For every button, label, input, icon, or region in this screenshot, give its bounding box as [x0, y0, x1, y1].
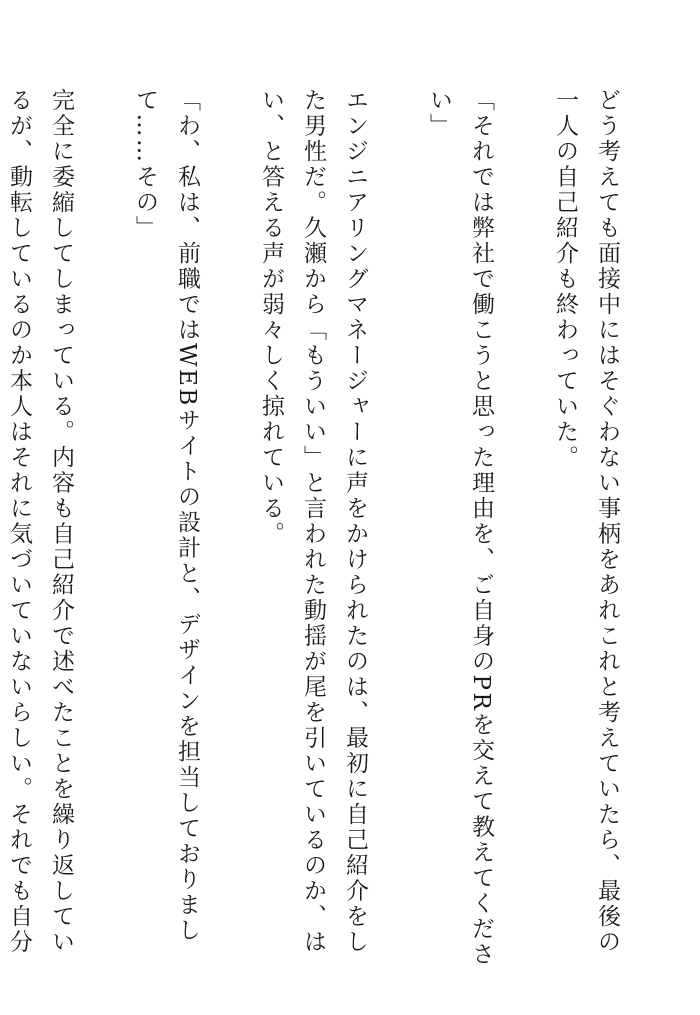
vertical-text-body — [0, 88, 670, 978]
paragraph-1: どう考えても面接中にはそぐわない事柄をあれこれと考えていたら、最後の一人の自己紹介も終わっていた。 — [552, 88, 620, 955]
paragraph-4-dialogue: 「わ、私は、前職ではWEBサイトの設計と、デザインを担当しておりまして……その」 — [132, 88, 200, 944]
paragraph-2-dialogue: 「それでは弊社で働こうと思った理由を、ご自身のPRを交えて教えてください」 — [426, 88, 494, 968]
paragraph-5: 完全に委縮してしまっている。内容も自己紹介で述べたことを繰り返しているが、動転しているのか本人はそれに気づいていないらしい。それでも自分 — [6, 88, 74, 955]
paragraph-3: エンジニアリングマネージャーに声をかけられたのは、最初に自己紹介をした男性だ。久瀬から「もういい」と言われた動揺が尾を引いているのか、はい、と答える声が弱々しく掠れている。 — [258, 88, 368, 955]
